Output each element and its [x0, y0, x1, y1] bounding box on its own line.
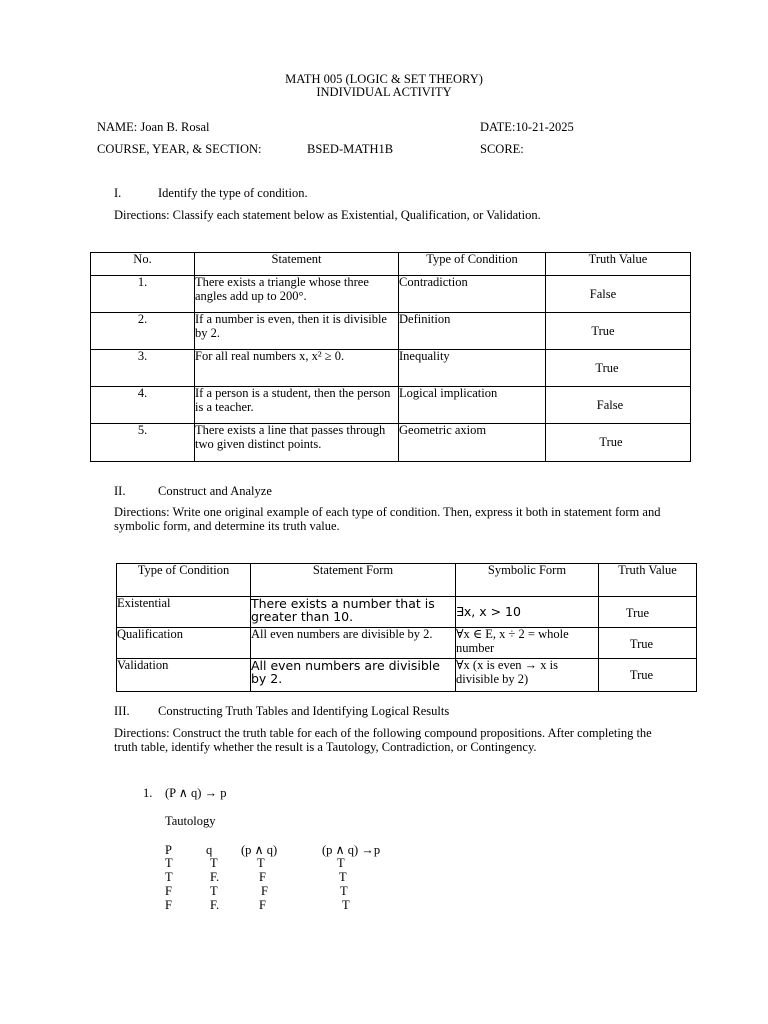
truth-table-cell: T — [210, 884, 218, 898]
truth-table-cell: F. — [210, 898, 220, 912]
part2-directions: Directions: Write one original example of each type of condition. Then, express it both in statement form and symbolic form, and determine its truth value. — [114, 505, 661, 533]
condition-type-cell: Logical implication — [399, 387, 546, 424]
score-label: SCORE: — [480, 142, 524, 156]
truth-table-header: q — [206, 843, 213, 857]
symbolic-form-cell: ∀x (x is even → x is divisible by 2) — [456, 659, 599, 692]
statement-cell: If a number is even, then it is divisible by 2. — [195, 313, 399, 350]
truth-table-cell: F. — [210, 870, 220, 884]
truth-value-cell: True — [595, 361, 619, 375]
statement-form-cell: There exists a number that is greater than 10. — [251, 597, 456, 628]
column-header-type: Type of Condition — [117, 564, 251, 597]
table-row — [117, 628, 697, 659]
column-header-type: Type of Condition — [399, 253, 546, 276]
section-value: BSED-MATH1B — [307, 142, 394, 156]
truth-table-header: P — [165, 843, 172, 857]
statement-form-cell: All even numbers are divisible by 2. — [251, 628, 456, 659]
truth-value-cell: True — [625, 606, 650, 620]
condition-type-cell: Geometric axiom — [399, 424, 546, 462]
condition-type-cell: Existential — [117, 597, 251, 628]
table-row — [91, 313, 691, 350]
activity-date: DATE:10-21-2025 — [480, 120, 574, 134]
row-number: 5. — [91, 424, 195, 462]
truth-value-cell: False — [596, 398, 624, 412]
condition-type-cell: Qualification — [117, 628, 251, 659]
part2-number: II. — [114, 484, 126, 498]
condition-table — [90, 252, 691, 462]
truth-value-cell: False — [589, 287, 617, 301]
condition-type-cell: Definition — [399, 313, 546, 350]
column-header-statement-form: Statement Form — [251, 564, 456, 597]
student-name: NAME: Joan B. Rosal — [97, 120, 210, 134]
column-header-no: No. — [91, 253, 195, 276]
truth-value-cell: True — [599, 435, 623, 449]
part1-title: Identify the type of condition. — [158, 186, 308, 200]
truth-table-header: (p ∧ q) →p — [322, 843, 381, 857]
condition-type-cell: Inequality — [399, 350, 546, 387]
condition-type-cell: Validation — [117, 659, 251, 692]
result-classification: Tautology — [165, 814, 216, 828]
symbolic-form-cell: ∃x, x > 10 — [456, 597, 599, 628]
truth-table-cell: T — [165, 870, 173, 884]
column-header-truth: Truth Value — [546, 253, 691, 276]
statement-cell: There exists a triangle whose three angles add up to 200°. — [195, 276, 399, 313]
part3-directions: Directions: Construct the truth table for each of the following compound propositions. After completing the truth table, identify whether the result is a Tautology, Contradiction, or Contingency. — [114, 726, 652, 754]
table-row — [117, 659, 697, 692]
statement-cell: There exists a line that passes through two given distinct points. — [195, 424, 399, 462]
row-number: 3. — [91, 350, 195, 387]
truth-table-cell: F — [261, 884, 268, 898]
row-number: 2. — [91, 313, 195, 350]
symbolic-form-cell: ∀x ∈ E, x ÷ 2 = whole number — [456, 628, 599, 659]
truth-table-header: (p ∧ q) — [241, 843, 278, 857]
row-number: 4. — [91, 387, 195, 424]
truth-table-cell: T — [257, 856, 265, 870]
truth-table-cell: F — [165, 898, 172, 912]
truth-value-cell: True — [591, 324, 615, 338]
truth-table-cell: F — [259, 870, 266, 884]
table-header-row — [117, 564, 697, 597]
column-header-symbolic-form: Symbolic Form — [456, 564, 599, 597]
statement-cell: If a person is a student, then the person is a teacher. — [195, 387, 399, 424]
truth-table-cell: F — [165, 884, 172, 898]
table-row — [91, 350, 691, 387]
table-row — [91, 387, 691, 424]
part1-number: I. — [114, 186, 122, 200]
part3-number: III. — [114, 704, 130, 718]
table-row — [91, 276, 691, 313]
statement-form-cell: All even numbers are divisible by 2. — [251, 659, 456, 692]
table-row — [117, 597, 697, 628]
part1-directions: Directions: Classify each statement below as Existential, Qualification, or Validation. — [114, 208, 541, 222]
item-number: 1. — [143, 786, 153, 800]
course-year-section-label: COURSE, YEAR, & SECTION: — [97, 142, 262, 156]
truth-table-cell: T — [340, 884, 348, 898]
course-title: MATH 005 (LOGIC & SET THEORY) — [285, 72, 483, 86]
proposition: (P ∧ q) → p — [165, 786, 227, 800]
statement-cell: For all real numbers x, x² ≥ 0. — [195, 350, 399, 387]
condition-type-cell: Contradiction — [399, 276, 546, 313]
construct-table — [116, 563, 697, 692]
truth-table-cell: T — [337, 856, 345, 870]
truth-value-cell: True — [629, 668, 654, 682]
table-header-row — [91, 253, 691, 276]
truth-table-cell: F — [259, 898, 266, 912]
column-header-truth: Truth Value — [599, 564, 697, 597]
part2-title: Construct and Analyze — [158, 484, 272, 498]
activity-title: INDIVIDUAL ACTIVITY — [316, 85, 452, 99]
part3-title: Constructing Truth Tables and Identifying Logical Results — [158, 704, 450, 718]
row-number: 1. — [91, 276, 195, 313]
truth-table-cell: T — [165, 856, 173, 870]
truth-value-cell: True — [629, 637, 654, 651]
column-header-statement: Statement — [195, 253, 399, 276]
truth-table-cell: T — [342, 898, 350, 912]
table-row — [91, 424, 691, 462]
truth-table-cell: T — [210, 856, 218, 870]
truth-table-cell: T — [339, 870, 347, 884]
